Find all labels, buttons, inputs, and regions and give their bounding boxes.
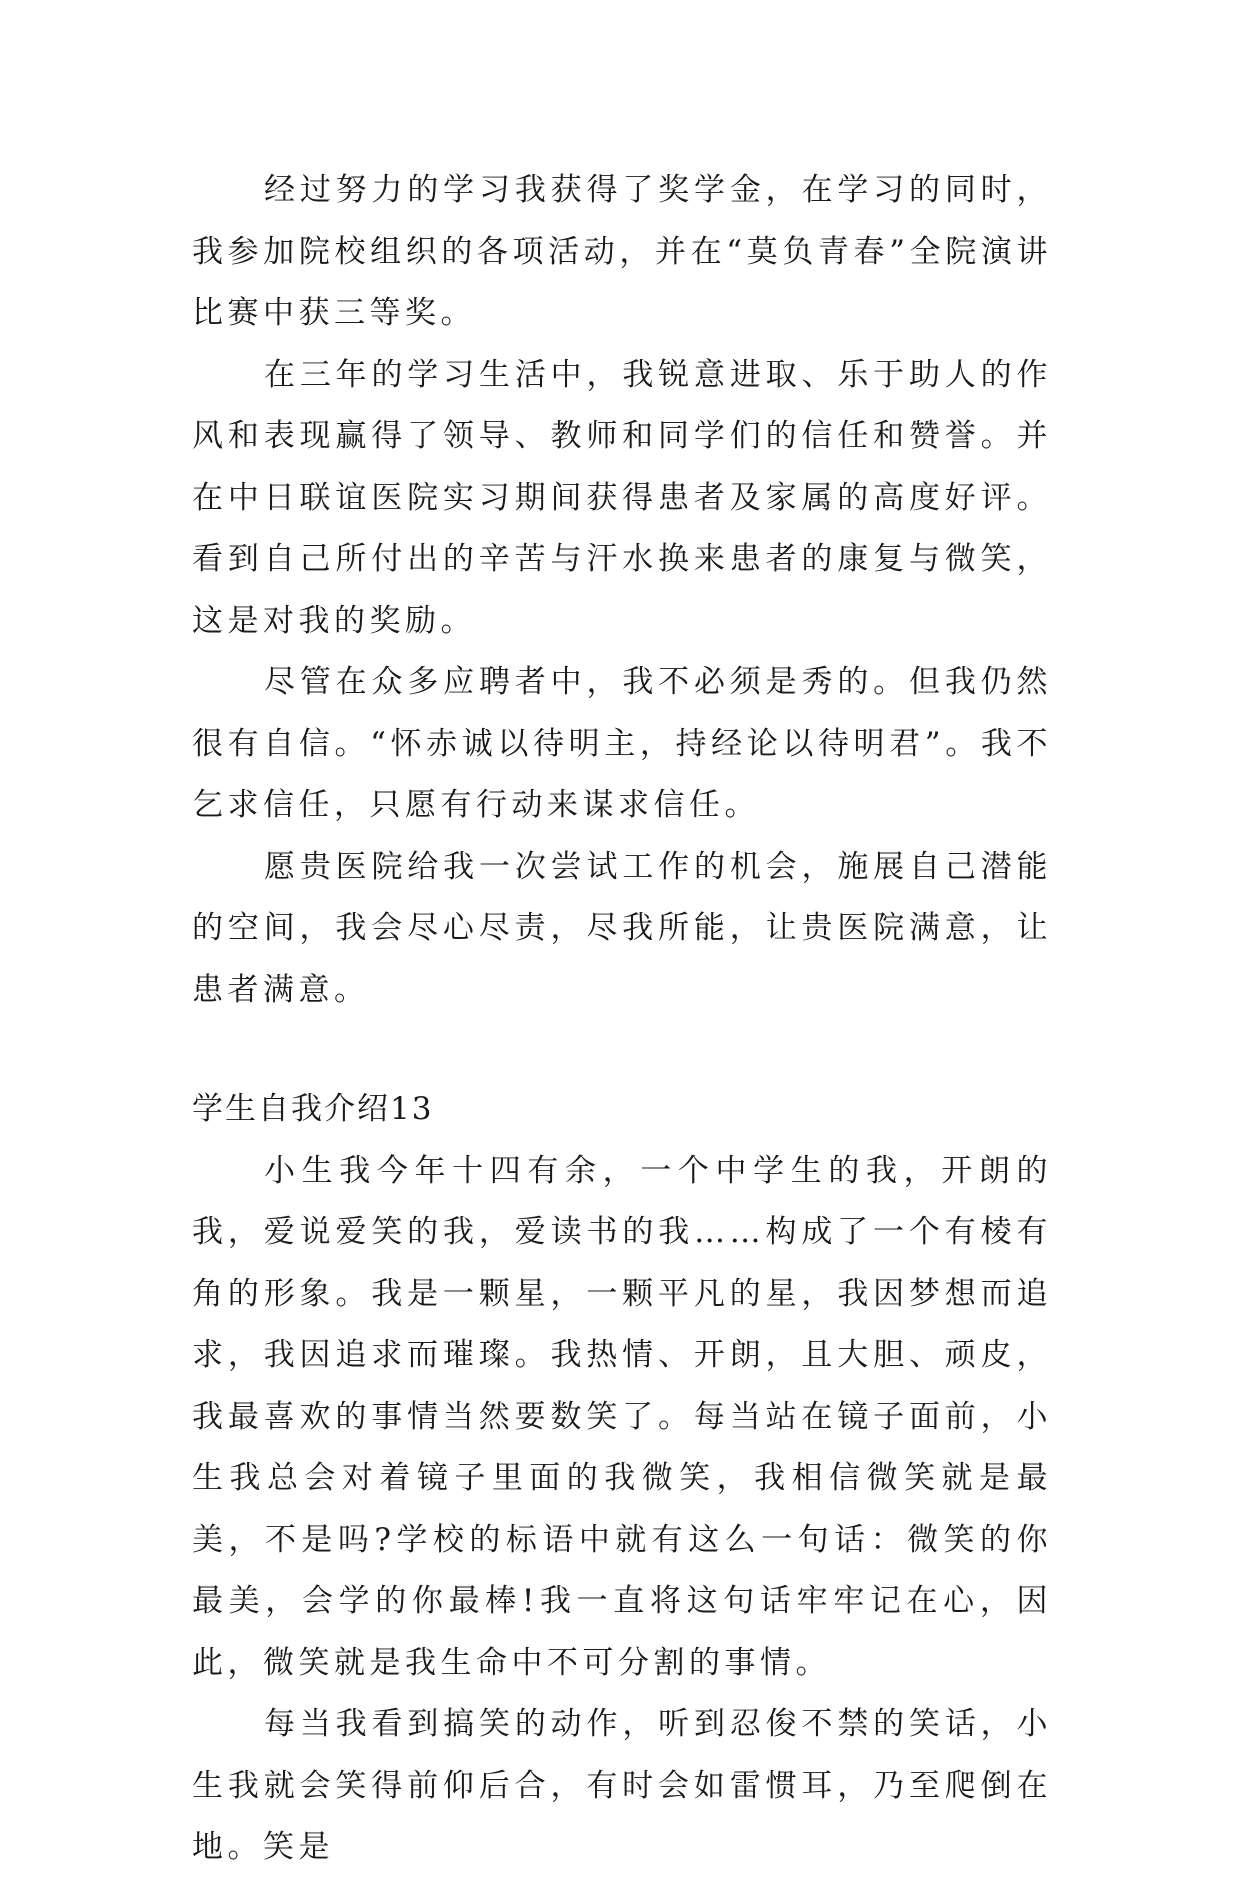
paragraph-laughter: 每当我看到搞笑的动作，听到忍俊不禁的笑话，小生我就会笑得前仰后合，有时会如雷惯耳，乃至爬倒在地。笑是 <box>192 1706 1052 1865</box>
paragraph-scholarship: 经过努力的学习我获得了奖学金，在学习的同时，我参加院校组织的各项活动，并在“莫负青春”全院演讲比赛中获三等奖。 <box>192 172 1052 331</box>
paragraph-three-years: 在三年的学习生活中，我锐意进取、乐于助人的作风和表现赢得了领导、教师和同学们的信任和赞誉。并在中日联谊医院实习期间获得患者及家属的高度好评。看到自己所付出的辛苦与汗水换来患者的康复与微笑，这是对我的奖励。 <box>192 356 1052 639</box>
section-heading: 学生自我介绍13 <box>192 1091 434 1127</box>
paragraph-confidence: 尽管在众多应聘者中，我不必须是秀的。但我仍然很有自信。“怀赤诚以待明主，持经论以待明君”。我不乞求信任，只愿有行动来谋求信任。 <box>192 664 1052 823</box>
paragraph-request: 愿贵医院给我一次尝试工作的机会，施展自己潜能的空间，我会尽心尽责，尽我所能，让贵医院满意，让患者满意。 <box>192 848 1052 1008</box>
paragraph-self-intro: 小生我今年十四有余，一个中学生的我，开朗的我，爱说爱笑的我，爱读书的我……构成了一个有棱有角的形象。我是一颗星，一颗平凡的星，我因梦想而追求，我因追求而璀璨。我热情、开朗，且大胆、顽皮，我最喜欢的事情当然要数笑了。每当站在镜子面前，小生我总会对着镜子里面的我微笑，我相信微笑就是最美，不是吗?学校的标语中就有这么一句话：微笑的你最美，会学的你最棒!我一直将这句话牢牢记在心，因此，微笑就是我生命中不可分割的事情。 <box>192 1152 1052 1681</box>
document-page <box>192 160 1052 1879</box>
